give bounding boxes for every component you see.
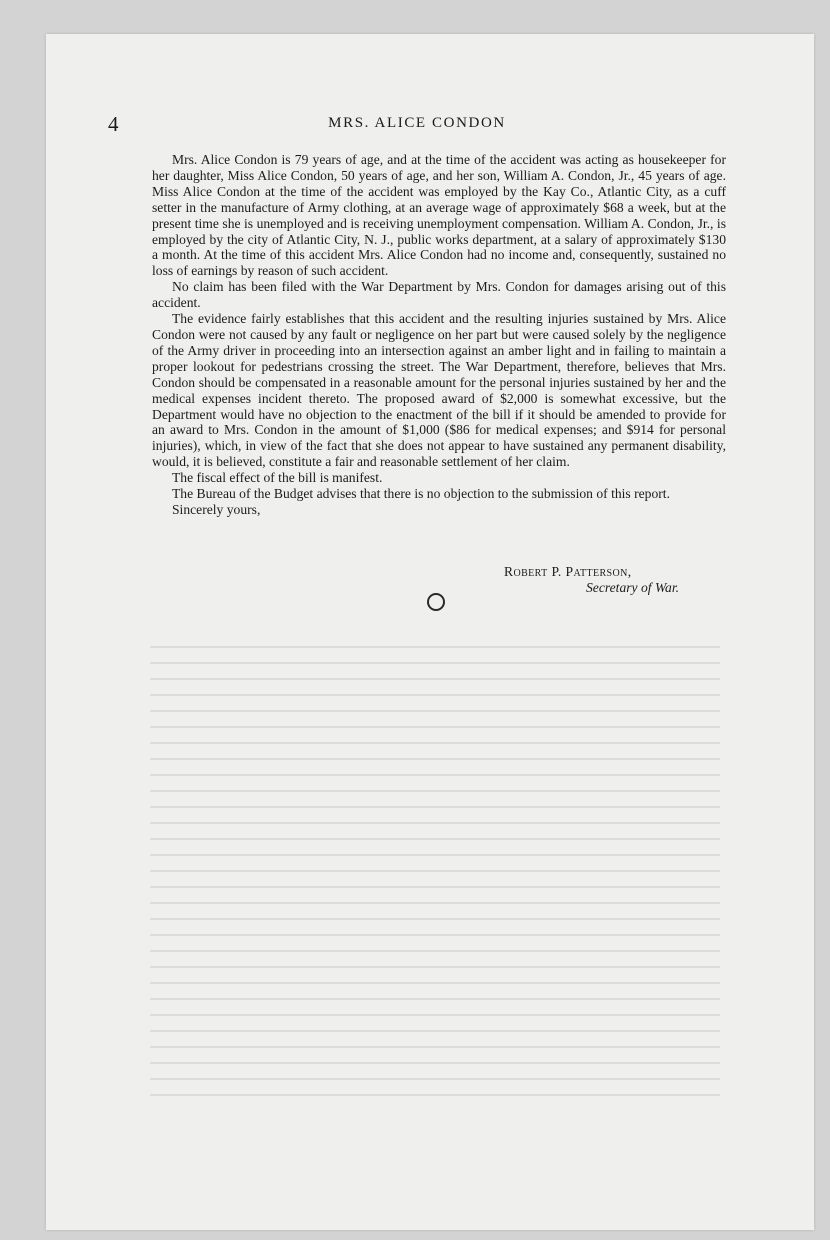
running-title: MRS. ALICE CONDON: [328, 115, 506, 131]
letter-body: [152, 152, 726, 518]
paragraph-no-claim: No claim has been filed with the War Department by Mrs. Condon for damages arising out of this accident.: [152, 279, 726, 311]
signer-title: Secretary of War.: [586, 580, 680, 595]
signature-block: [504, 564, 679, 596]
paragraph-budget-bureau: The Bureau of the Budget advises that there is no objection to the submission of this report.: [172, 486, 670, 502]
page-number: 4: [108, 112, 119, 136]
paragraph-evidence: The evidence fairly establishes that this accident and the resulting injuries sustained by Mrs. Alice Condon were not caused by any fault or negligence on her part but were caused solely by the negligence of the Army driver in proceeding into an intersection against an amber light and in failing to maintain a proper lookout for pedestrians crossing the street. The War Department, therefore, believes that Mrs. Condon should be compensated in a reasonable amount for the personal injuries sustained by her and the medical expenses incident thereto. The proposed award of $2,000 is somewhat excessive, but the Department would have no objection to the enactment of the bill if it should be amended to provide for an award to Mrs. Condon in the amount of $1,000 ($86 for medical expenses; and $914 for personal injuries), which, in view of the fact that she does not appear to have sustained any permanent disability, would, it is believed, constitute a fair and reasonable settlement of her claim.: [152, 311, 726, 470]
page-header: [108, 112, 726, 142]
signer-name: Robert P. Patterson,: [504, 564, 632, 579]
closing-salutation: Sincerely yours,: [172, 501, 261, 517]
reverse-page-show-through: [150, 636, 720, 1096]
paragraph-fiscal-effect: The fiscal effect of the bill is manifest.: [172, 470, 383, 486]
paragraph-family-details: Mrs. Alice Condon is 79 years of age, and at the time of the accident was acting as housekeeper for her daughter, Miss Alice Condon, 50 years of age, and her son, William A. Condon, Jr., 45 years of age. Miss Alice Condon at the time of the accident was employed by the Kay Co., Atlantic City, as a cuff setter in the manufacture of Army clothing, at an average wage of approximately $68 a week, but at the present time she is unemployed and is receiving unemployment compensation. William A. Condon, Jr., is employed by the city of Atlantic City, N. J., public works department, at a salary of approximately $130 a month. At the time of this accident Mrs. Alice Condon had no income and, consequently, sustained no loss of earnings by reason of such accident.: [152, 152, 726, 279]
end-of-document-circle-icon: [427, 593, 445, 611]
